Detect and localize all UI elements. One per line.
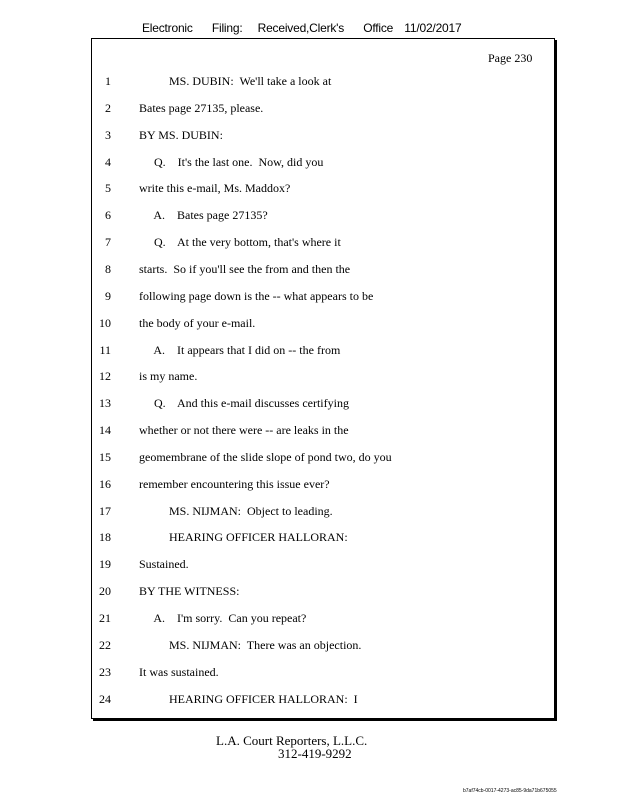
footer-company: L.A. Court Reporters, L.L.C.	[216, 733, 368, 748]
line-text: the body of your e-mail.	[139, 315, 256, 330]
line-number: 6	[105, 208, 111, 223]
line-text: MS. NIJMAN: Object to leading.	[139, 503, 333, 518]
line-text: HEARING OFFICER HALLORAN: I	[139, 691, 358, 706]
line-text: A. It appears that I did on -- the from	[139, 342, 341, 357]
line-number: 12	[99, 369, 111, 384]
line-text: following page down is the -- what appears to be	[139, 288, 374, 303]
filing-header-date: 11/02/2017	[404, 21, 462, 35]
footer-phone: 312-419-9292	[278, 746, 352, 761]
line-number: 18	[99, 530, 111, 545]
line-number: 3	[105, 127, 111, 142]
line-number: 1	[105, 74, 111, 88]
filing-header-filing: Filing:	[211, 21, 243, 35]
transcript-line	[0, 286, 618, 306]
transcript-line	[0, 393, 618, 413]
line-number: 9	[105, 288, 111, 303]
page-number: Page 230	[488, 51, 533, 65]
line-number: 2	[105, 100, 111, 115]
transcript-line	[0, 662, 618, 682]
line-number: 11	[99, 342, 111, 357]
transcript-line	[0, 420, 618, 440]
transcript-line	[0, 98, 618, 118]
line-number: 24	[99, 691, 111, 706]
line-number: 10	[99, 315, 111, 330]
transcript-line	[0, 313, 618, 333]
line-text: HEARING OFFICER HALLORAN:	[139, 530, 348, 545]
line-text: Q. It's the last one. Now, did you	[139, 154, 324, 169]
line-text: Q. At the very bottom, that's where it	[139, 235, 341, 250]
line-text: MS. NIJMAN: There was an objection.	[139, 637, 362, 652]
line-text: Sustained.	[139, 557, 189, 572]
line-text: whether or not there were -- are leaks in the	[139, 423, 349, 438]
line-number: 23	[99, 664, 111, 679]
transcript-line	[0, 71, 618, 91]
transcript-line	[0, 608, 618, 628]
line-text: Bates page 27135, please.	[139, 100, 264, 115]
filing-header-office: Office	[363, 21, 394, 35]
transcript-line	[0, 152, 618, 172]
line-number: 5	[105, 181, 111, 196]
line-text: A. Bates page 27135?	[139, 208, 268, 223]
line-text: BY THE WITNESS:	[139, 584, 240, 599]
line-number: 4	[105, 154, 111, 169]
transcript-line	[0, 581, 618, 601]
transcript-line	[0, 554, 618, 574]
transcript-line	[0, 232, 618, 252]
line-text: write this e-mail, Ms. Maddox?	[139, 181, 291, 196]
transcript-line	[0, 501, 618, 521]
line-number: 20	[99, 584, 111, 599]
line-text: starts. So if you'll see the from and then the	[139, 261, 351, 276]
line-text: BY MS. DUBIN:	[139, 127, 223, 142]
line-number: 7	[105, 235, 111, 250]
line-number: 13	[99, 396, 111, 411]
line-number: 21	[99, 611, 111, 625]
line-number: 8	[105, 261, 111, 276]
filing-header-received: Received,Clerk's	[257, 21, 345, 35]
line-text: is my name.	[139, 369, 198, 384]
line-number: 16	[99, 476, 111, 491]
line-number: 15	[99, 449, 111, 464]
line-number: 17	[99, 503, 111, 518]
transcript-line	[0, 178, 618, 198]
line-text: MS. DUBIN: We'll take a look at	[139, 74, 332, 88]
transcript-line	[0, 205, 618, 225]
transcript-line	[0, 474, 618, 494]
transcript-line	[0, 635, 618, 655]
transcript-line	[0, 689, 618, 709]
document-hash: b7af74cb-0017-4273-ac85-9da71b675055	[463, 788, 557, 794]
transcript-line	[0, 340, 618, 360]
line-text: Q. And this e-mail discusses certifying	[139, 396, 349, 411]
transcript-line	[0, 125, 618, 145]
filing-header-electronic: Electronic	[142, 21, 193, 35]
line-number: 14	[99, 423, 111, 438]
line-text: geomembrane of the slide slope of pond two, do you	[139, 449, 392, 464]
filing-header	[142, 21, 461, 35]
line-number: 22	[99, 637, 111, 652]
line-text: It was sustained.	[139, 664, 219, 679]
line-text: A. I'm sorry. Can you repeat?	[139, 611, 307, 625]
transcript-line	[0, 259, 618, 279]
line-number: 19	[99, 557, 111, 572]
transcript-line	[0, 447, 618, 467]
transcript-line	[0, 527, 618, 547]
line-text: remember encountering this issue ever?	[139, 476, 330, 491]
transcript-line	[0, 366, 618, 386]
